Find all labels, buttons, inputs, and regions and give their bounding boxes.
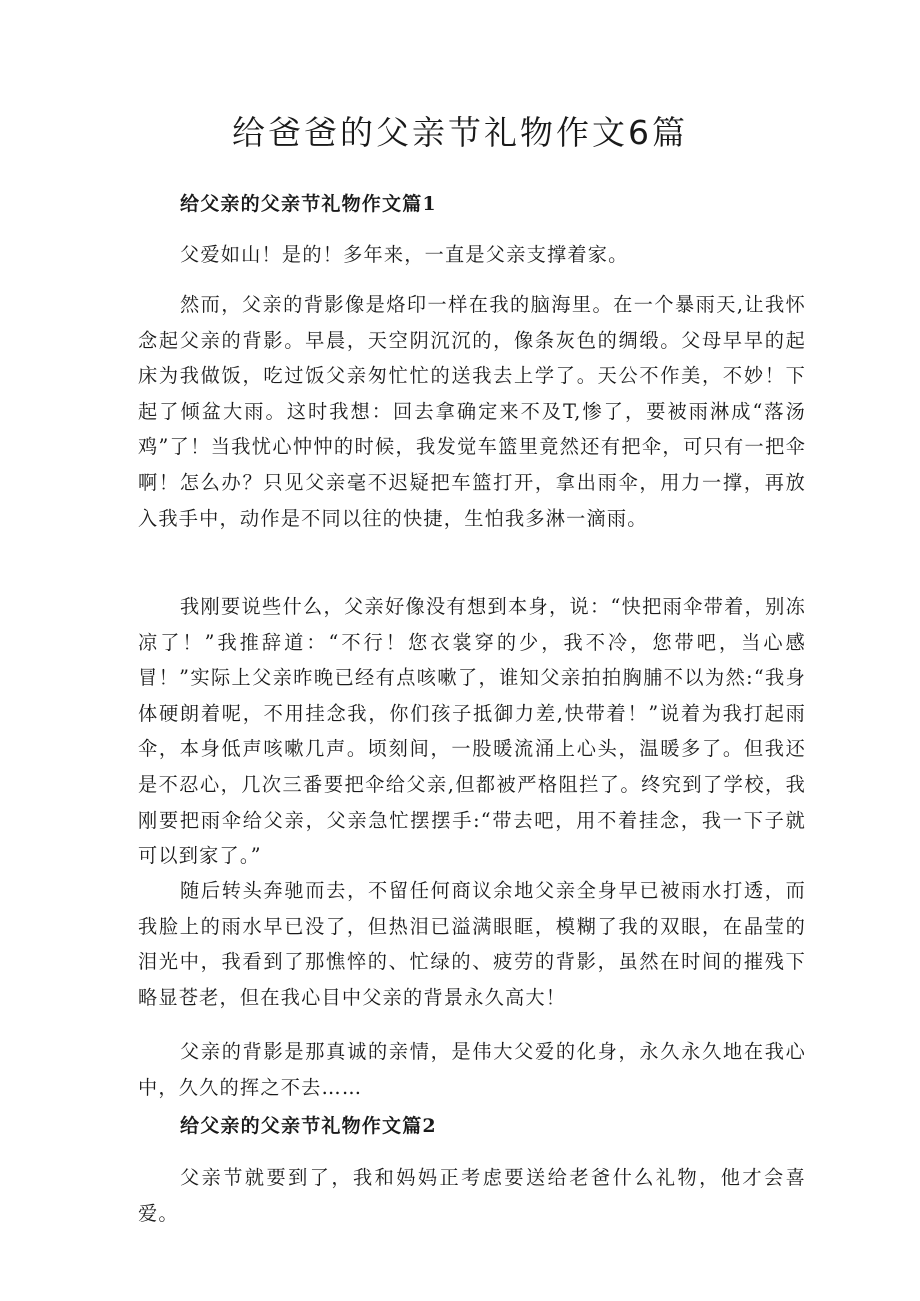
section-heading: 给父亲的父亲节礼物作文篇2: [180, 1115, 437, 1137]
paragraph: 然而，父亲的背影像是烙印一样在我的脑海里。在一个暴雨天,让我怀念起父亲的背影。早晨，天空阴沉沉的，像条灰色的绸缎。父母早早的起床为我做饭，吃过饭父亲匆忙忙的送我去上学了。天公不作美，不妙！下起了倾盆大雨。这时我想：回去拿确定来不及T,惨了，要被雨淋成“落汤鸡”了！当我忧心忡忡的时候，我发觉车篮里竟然还有把伞，可只有一把伞啊！怎么办？只见父亲毫不迟疑把车篮打开，拿出雨伞，用力一撑，再放入我手中，动作是不同以往的快捷，生怕我多淋一滴雨。: [138, 293, 806, 530]
paragraph: 父亲节就要到了，我和妈妈正考虑要送给老爸什么礼物，他才会喜爱。: [138, 1166, 806, 1225]
paragraph: 父亲的背影是那真诚的亲情，是伟大父爱的化身，永久永久地在我心中，久久的挥之不去……: [138, 1040, 806, 1099]
paragraph: 随后转头奔驰而去，不留任何商议余地父亲全身早已被雨水打透，而我脸上的雨水早已没了，但热泪已溢满眼眶，模糊了我的双眼，在晶莹的泪光中，我看到了那憔悴的、忙绿的、疲劳的背影，虽然在时间的摧残下略显苍老，但在我心目中父亲的背景永久高大！: [138, 879, 806, 1009]
paragraph: 父爱如山！是的！多年来，一直是父亲支撑着家。: [180, 243, 629, 266]
document-title: 给爸爸的父亲节礼物作文6篇: [232, 113, 688, 152]
paragraph: 我刚要说些什么，父亲好像没有想到本身，说：“快把雨伞带着，别冻凉了！”我推辞道：“不行！您衣裳穿的少，我不冷，您带吧，当心感冒！”实际上父亲昨晚已经有点咳嗽了，谁知父亲拍拍胸脯不以为然:“我身体硬朗着呢，不用挂念我，你们孩子抵御力差,快带着！”说着为我打起雨伞，本身低声咳嗽几声。顷刻间，一股暖流涌上心头，温暖多了。但我还是不忍心，几次三番要把伞给父亲,但都被严格阻拦了。终究到了学校，我刚要把雨伞给父亲，父亲急忙摆摆手:“带去吧，用不着挂念，我一下子就可以到家了。”: [138, 595, 806, 868]
section-heading: 给父亲的父亲节礼物作文篇1: [180, 193, 437, 215]
